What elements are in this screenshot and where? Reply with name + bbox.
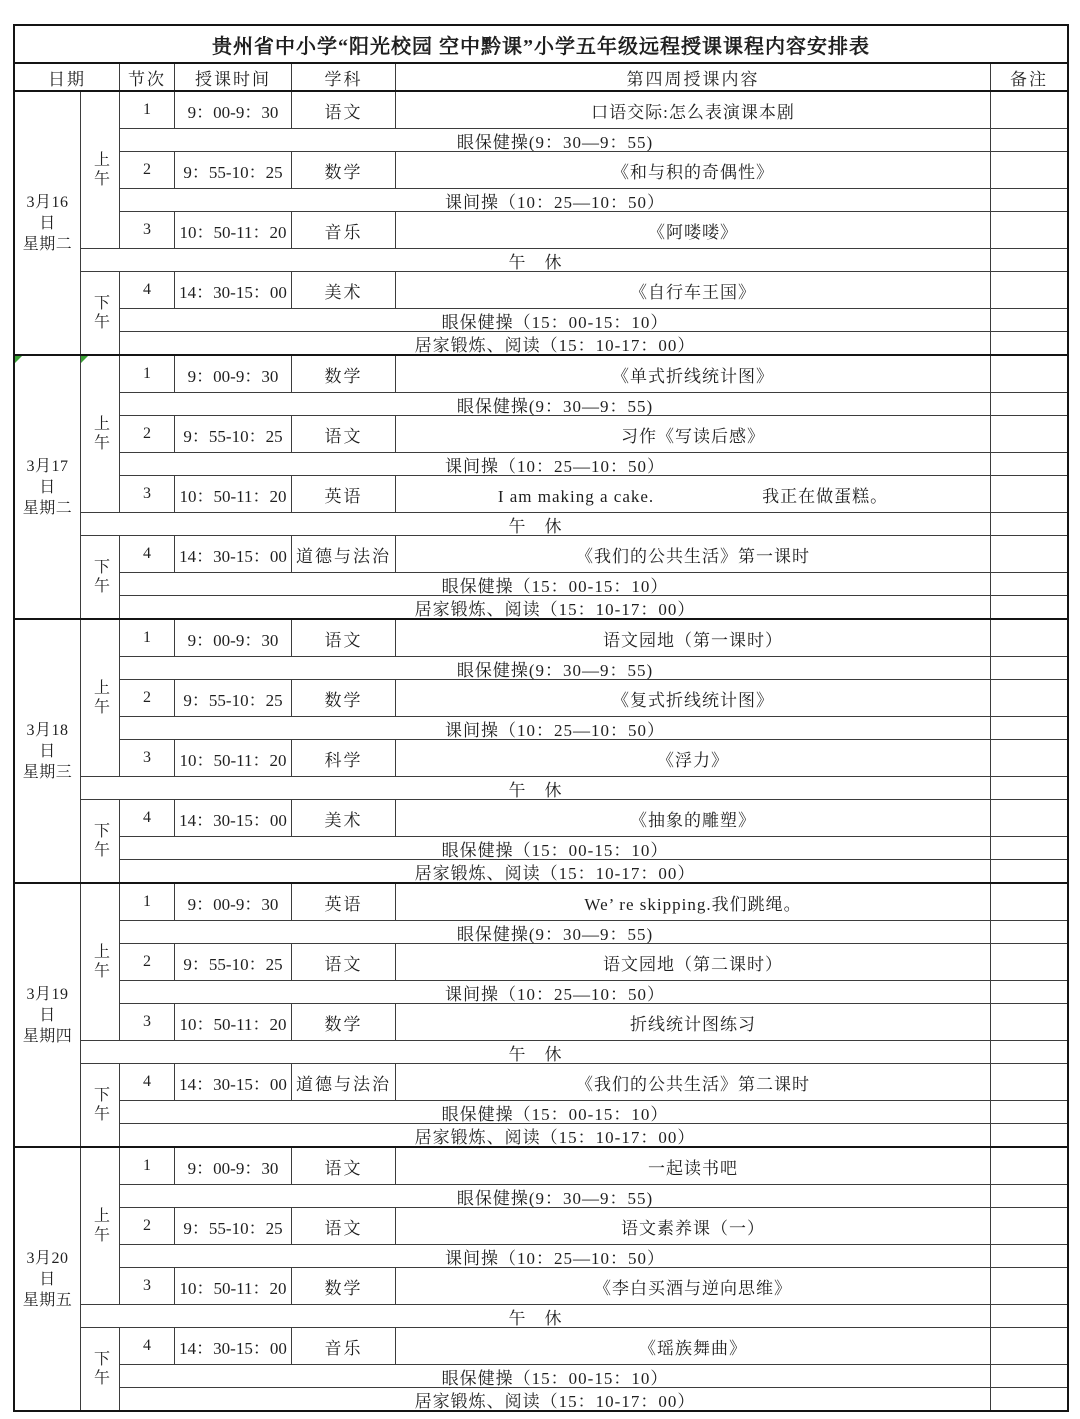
- date-line: 星期五: [22, 1291, 73, 1309]
- class-time-cell: 14：30-15：00: [175, 1328, 291, 1364]
- remark-cell: [991, 921, 1067, 943]
- class-subject-cell: 数学: [292, 1268, 395, 1304]
- session-label-text: 下午: [91, 294, 109, 332]
- remark-cell: [991, 740, 1067, 776]
- col-header-remark: 备注: [991, 64, 1067, 90]
- noon-break-row: 午 休: [81, 1305, 990, 1327]
- remark-cell: [991, 1148, 1067, 1184]
- date-cell: [15, 356, 80, 618]
- period-number-cell: 1: [120, 620, 174, 656]
- col-header-subject: 学科: [292, 64, 395, 90]
- class-content-cell: 习作《写读后感》: [396, 416, 990, 452]
- session-label-morning: [81, 1148, 119, 1304]
- afternoon-eye-exercise-row: 眼保健操（15：00-15：10）: [120, 309, 990, 331]
- date-cell: [15, 620, 80, 882]
- period-number-cell: 3: [120, 1004, 174, 1040]
- remark-cell: [991, 1124, 1067, 1146]
- date-line: 3月16: [26, 193, 69, 211]
- remark-cell: [991, 1365, 1067, 1387]
- remark-cell: [991, 513, 1067, 535]
- class-subject-cell: 美术: [292, 800, 395, 836]
- remark-cell: [991, 476, 1067, 512]
- day-block: [15, 92, 1067, 354]
- class-content-cell: 《抽象的雕塑》: [396, 800, 990, 836]
- remark-cell: [991, 189, 1067, 211]
- remark-cell: [991, 272, 1067, 308]
- date-line: 日: [39, 214, 56, 232]
- session-label-text: 下午: [91, 822, 109, 860]
- class-content-cell: 《阿喽喽》: [396, 212, 990, 248]
- home-exercise-reading-row: 居家锻炼、阅读（15：10-17：00）: [120, 596, 990, 618]
- date-line: 3月20: [26, 1249, 69, 1267]
- morning-eye-exercise-row: 眼保健操(9：30—9：55): [120, 921, 990, 943]
- class-time-cell: 9：55-10：25: [175, 152, 291, 188]
- remark-cell: [991, 884, 1067, 920]
- remark-cell: [991, 1101, 1067, 1123]
- remark-cell: [991, 620, 1067, 656]
- class-subject-cell: 道德与法治: [292, 536, 395, 572]
- class-subject-cell: 语文: [292, 620, 395, 656]
- session-label-text: 上午: [91, 943, 109, 981]
- period-number-cell: 2: [120, 1208, 174, 1244]
- remark-cell: [991, 1185, 1067, 1207]
- remark-cell: [991, 92, 1067, 128]
- class-subject-cell: 数学: [292, 356, 395, 392]
- period-number-cell: 4: [120, 1328, 174, 1364]
- col-header-content: 第四周授课内容: [396, 64, 990, 90]
- morning-eye-exercise-row: 眼保健操(9：30—9：55): [120, 393, 990, 415]
- remark-cell: [991, 596, 1067, 618]
- day-block: [15, 618, 1067, 882]
- class-content-cell: 《我们的公共生活》第一课时: [396, 536, 990, 572]
- class-subject-cell: 数学: [292, 1004, 395, 1040]
- class-subject-cell: 英语: [292, 476, 395, 512]
- class-content-cell: 一起读书吧: [396, 1148, 990, 1184]
- class-time-cell: 9：55-10：25: [175, 680, 291, 716]
- period-number-cell: 3: [120, 1268, 174, 1304]
- class-time-cell: 10：50-11：20: [175, 740, 291, 776]
- home-exercise-reading-row: 居家锻炼、阅读（15：10-17：00）: [120, 332, 990, 354]
- class-content-cell: 《李白买酒与逆向思维》: [396, 1268, 990, 1304]
- class-time-cell: 14：30-15：00: [175, 800, 291, 836]
- remark-cell: [991, 416, 1067, 452]
- class-time-cell: 9：55-10：25: [175, 1208, 291, 1244]
- class-subject-cell: 道德与法治: [292, 1064, 395, 1100]
- class-subject-cell: 语文: [292, 92, 395, 128]
- class-time-cell: 10：50-11：20: [175, 476, 291, 512]
- remark-cell: [991, 1041, 1067, 1063]
- afternoon-eye-exercise-row: 眼保健操（15：00-15：10）: [120, 1101, 990, 1123]
- period-number-cell: 4: [120, 1064, 174, 1100]
- break-exercise-row: 课间操（10：25—10：50）: [120, 717, 990, 739]
- session-label-afternoon: [81, 800, 119, 882]
- date-line: 3月18: [26, 721, 69, 739]
- date-line: 星期四: [22, 1027, 73, 1045]
- afternoon-eye-exercise-row: 眼保健操（15：00-15：10）: [120, 1365, 990, 1387]
- class-content-cell: 语文园地（第二课时）: [396, 944, 990, 980]
- class-time-cell: 9：00-9：30: [175, 356, 291, 392]
- remark-cell: [991, 1245, 1067, 1267]
- session-label-text: 上午: [91, 415, 109, 453]
- session-label-text: 下午: [91, 1086, 109, 1124]
- session-label-afternoon: [81, 536, 119, 618]
- period-number-cell: 4: [120, 536, 174, 572]
- class-subject-cell: 音乐: [292, 212, 395, 248]
- days-container: [15, 92, 1067, 1410]
- date-line: 星期二: [22, 499, 73, 517]
- period-number-cell: 1: [120, 884, 174, 920]
- noon-break-row: 午 休: [81, 777, 990, 799]
- remark-cell: [991, 837, 1067, 859]
- class-time-cell: 9：55-10：25: [175, 416, 291, 452]
- class-time-cell: 14：30-15：00: [175, 272, 291, 308]
- period-number-cell: 2: [120, 944, 174, 980]
- session-label-morning: [81, 620, 119, 776]
- class-time-cell: 10：50-11：20: [175, 1004, 291, 1040]
- class-content-cell: 《单式折线统计图》: [396, 356, 990, 392]
- session-label-text: 上午: [91, 1207, 109, 1245]
- morning-eye-exercise-row: 眼保健操(9：30—9：55): [120, 129, 990, 151]
- remark-cell: [991, 249, 1067, 271]
- day-block: [15, 354, 1067, 618]
- class-subject-cell: 科学: [292, 740, 395, 776]
- class-content-cell: We’ re skipping.我们跳绳。: [396, 884, 990, 920]
- remark-cell: [991, 1388, 1067, 1410]
- break-exercise-row: 课间操（10：25—10：50）: [120, 981, 990, 1003]
- noon-break-row: 午 休: [81, 513, 990, 535]
- period-number-cell: 4: [120, 800, 174, 836]
- date-line: 星期三: [22, 763, 73, 781]
- col-header-period: 节次: [120, 64, 174, 90]
- period-number-cell: 1: [120, 356, 174, 392]
- remark-cell: [991, 152, 1067, 188]
- day-block: [15, 1146, 1067, 1410]
- date-line: 日: [39, 1270, 56, 1288]
- class-subject-cell: 语文: [292, 944, 395, 980]
- col-header-time: 授课时间: [175, 64, 291, 90]
- class-content-cell: 《瑶族舞曲》: [396, 1328, 990, 1364]
- class-content-cell: 语文素养课（一）: [396, 1208, 990, 1244]
- remark-cell: [991, 1268, 1067, 1304]
- day-block: [15, 882, 1067, 1146]
- class-time-cell: 9：00-9：30: [175, 92, 291, 128]
- class-subject-cell: 音乐: [292, 1328, 395, 1364]
- session-label-text: 下午: [91, 558, 109, 596]
- period-number-cell: 3: [120, 740, 174, 776]
- session-label-morning: [81, 92, 119, 248]
- home-exercise-reading-row: 居家锻炼、阅读（15：10-17：00）: [120, 1388, 990, 1410]
- remark-cell: [991, 1208, 1067, 1244]
- date-line: 日: [39, 478, 56, 496]
- class-content-cell: 《和与积的奇偶性》: [396, 152, 990, 188]
- date-line: 星期二: [22, 235, 73, 253]
- period-number-cell: 2: [120, 680, 174, 716]
- class-subject-cell: 数学: [292, 152, 395, 188]
- session-label-morning: [81, 356, 119, 512]
- class-subject-cell: 语文: [292, 1148, 395, 1184]
- morning-eye-exercise-row: 眼保健操(9：30—9：55): [120, 657, 990, 679]
- class-subject-cell: 数学: [292, 680, 395, 716]
- date-cell: [15, 884, 80, 1146]
- afternoon-eye-exercise-row: 眼保健操（15：00-15：10）: [120, 573, 990, 595]
- remark-cell: [991, 212, 1067, 248]
- period-number-cell: 3: [120, 212, 174, 248]
- remark-cell: [991, 717, 1067, 739]
- class-time-cell: 9：00-9：30: [175, 620, 291, 656]
- session-label-text: 上午: [91, 151, 109, 189]
- timetable: [13, 24, 1069, 1412]
- class-content-cell: 《我们的公共生活》第二课时: [396, 1064, 990, 1100]
- class-subject-cell: 语文: [292, 1208, 395, 1244]
- remark-cell: [991, 573, 1067, 595]
- date-cell: [15, 92, 80, 354]
- remark-cell: [991, 393, 1067, 415]
- break-exercise-row: 课间操（10：25—10：50）: [120, 1245, 990, 1267]
- remark-cell: [991, 129, 1067, 151]
- remark-cell: [991, 944, 1067, 980]
- date-line: 日: [39, 742, 56, 760]
- afternoon-eye-exercise-row: 眼保健操（15：00-15：10）: [120, 837, 990, 859]
- class-content-cell: 《浮力》: [396, 740, 990, 776]
- class-time-cell: 9：00-9：30: [175, 1148, 291, 1184]
- remark-cell: [991, 309, 1067, 331]
- break-exercise-row: 课间操（10：25—10：50）: [120, 189, 990, 211]
- session-label-text: 上午: [91, 679, 109, 717]
- morning-eye-exercise-row: 眼保健操(9：30—9：55): [120, 1185, 990, 1207]
- period-number-cell: 1: [120, 1148, 174, 1184]
- class-content-cell: 《自行车王国》: [396, 272, 990, 308]
- header-row: [15, 64, 1067, 92]
- remark-cell: [991, 860, 1067, 882]
- noon-break-row: 午 休: [81, 249, 990, 271]
- remark-cell: [991, 777, 1067, 799]
- date-line: 3月17: [26, 457, 69, 475]
- class-content-cell: I am making a cake. 我正在做蛋糕。: [396, 476, 990, 512]
- remark-cell: [991, 1328, 1067, 1364]
- session-label-morning: [81, 884, 119, 1040]
- date-cell: [15, 1148, 80, 1410]
- session-label-afternoon: [81, 272, 119, 354]
- class-time-cell: 14：30-15：00: [175, 1064, 291, 1100]
- home-exercise-reading-row: 居家锻炼、阅读（15：10-17：00）: [120, 860, 990, 882]
- class-time-cell: 9：55-10：25: [175, 944, 291, 980]
- period-number-cell: 1: [120, 92, 174, 128]
- period-number-cell: 2: [120, 152, 174, 188]
- green-corner-marker-icon: [81, 356, 88, 363]
- remark-cell: [991, 356, 1067, 392]
- remark-cell: [991, 1064, 1067, 1100]
- table-title: 贵州省中小学“阳光校园 空中黔课”小学五年级远程授课课程内容安排表: [15, 26, 1067, 64]
- class-content-cell: 《复式折线统计图》: [396, 680, 990, 716]
- period-number-cell: 4: [120, 272, 174, 308]
- remark-cell: [991, 657, 1067, 679]
- class-subject-cell: 英语: [292, 884, 395, 920]
- col-header-date: 日期: [15, 64, 119, 90]
- class-time-cell: 10：50-11：20: [175, 212, 291, 248]
- class-time-cell: 14：30-15：00: [175, 536, 291, 572]
- remark-cell: [991, 453, 1067, 475]
- session-label-text: 下午: [91, 1350, 109, 1388]
- noon-break-row: 午 休: [81, 1041, 990, 1063]
- class-content-cell: 折线统计图练习: [396, 1004, 990, 1040]
- class-content-cell: 口语交际:怎么表演课本剧: [396, 92, 990, 128]
- remark-cell: [991, 800, 1067, 836]
- class-content-cell: 语文园地（第一课时）: [396, 620, 990, 656]
- remark-cell: [991, 332, 1067, 354]
- class-subject-cell: 美术: [292, 272, 395, 308]
- remark-cell: [991, 981, 1067, 1003]
- class-time-cell: 9：00-9：30: [175, 884, 291, 920]
- home-exercise-reading-row: 居家锻炼、阅读（15：10-17：00）: [120, 1124, 990, 1146]
- period-number-cell: 2: [120, 416, 174, 452]
- date-line: 3月19: [26, 985, 69, 1003]
- remark-cell: [991, 536, 1067, 572]
- period-number-cell: 3: [120, 476, 174, 512]
- break-exercise-row: 课间操（10：25—10：50）: [120, 453, 990, 475]
- session-label-afternoon: [81, 1064, 119, 1146]
- remark-cell: [991, 1305, 1067, 1327]
- remark-cell: [991, 680, 1067, 716]
- date-line: 日: [39, 1006, 56, 1024]
- class-subject-cell: 语文: [292, 416, 395, 452]
- green-corner-marker-icon: [15, 356, 22, 363]
- class-time-cell: 10：50-11：20: [175, 1268, 291, 1304]
- session-label-afternoon: [81, 1328, 119, 1410]
- remark-cell: [991, 1004, 1067, 1040]
